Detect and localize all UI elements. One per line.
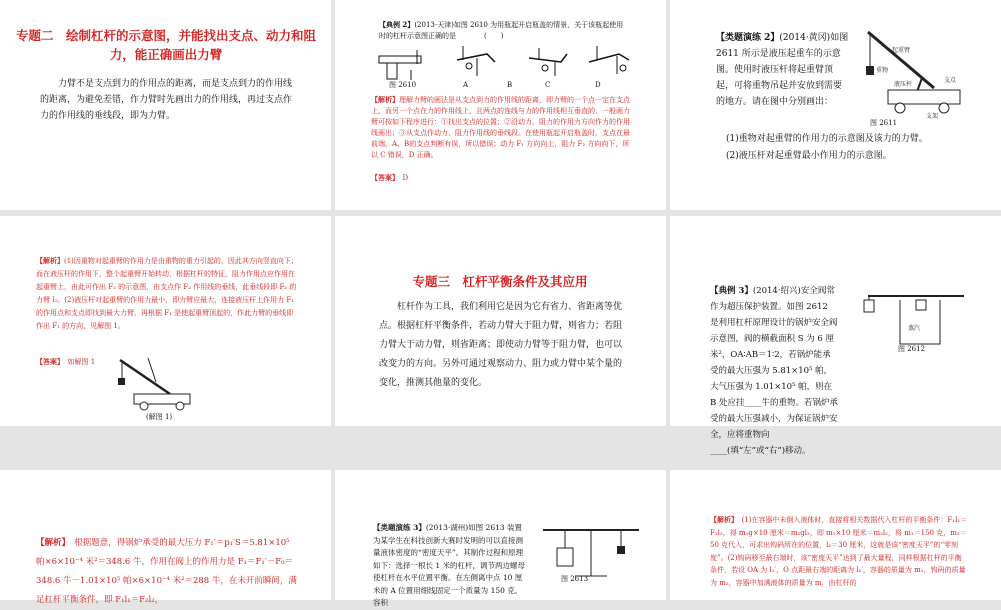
answer-crane-figure [108,354,198,412]
exercise-text: 【类题演练 2】(2014·黄冈)如图 2611 所示是液压起重车的示意图。使用时液压杆将起重臂顶起，可将重物吊起并安放到需要的地方。请在图中分别画出： [716,33,849,107]
figure-label: 图 2610 [389,81,417,89]
crane-figure [852,22,972,122]
figure-label: 图 2612 [898,345,926,353]
pivot-label: 支点 [944,77,957,84]
slide-2[interactable] [335,0,666,210]
answer: 【答案】 如解图 1 [36,357,96,366]
arm-label: 起重臂 [892,47,911,54]
option-c: C [545,81,551,89]
slide-title: 专题三 杠杆平衡条件及其应用 [412,274,588,289]
analysis: 【解析】理解力臂的画法是从支点到力的作用线的距离，即力臂的一个点一定在支点上，而另一个点在力的作用线上，且两点的连线与力的作用线相互垂直的，一般画力臂可按如下程序进行：①找出支点的位置；②沿动力、阻力的作用力方向作力的作用线画出；③从支点作动力、阻力作用线的垂线段。在使用瓶起开启瓶盖时，支点在最前端，A、B的支点判断有误，所以错误；动力 F₁ 方向向上，阻力 F₂ 方向向下，所以 C 错误，D 正确。 [371,95,630,159]
slide-1[interactable] [0,0,331,210]
option-a: A [463,81,469,89]
slide-body: 杠杆作为工具，我们利用它是因为它有省力、省距离等优点。根据杠杆平衡条件，若动力臂大于阻力臂，则省力；若阻力臂大于动力臂，则省距离；即使动力臂等于阻力臂，也可以改变力的方向。另外可通过观察动力、阻力或力臂中某个量的变化，推测其他量的变化。 [379,302,623,388]
example-question: 【典例 2】(2013·天津)如图 2610 为用瓶起开启瓶盖的情景，关于该瓶起使用时的杠杆示意图正确的是 ( ) [379,20,624,40]
analysis: 【解析】 根据题意，得锅炉承受的最大压力 F₁′＝p₁′S＝5.81×10⁵ 帕×6×10⁻⁴ 米²＝348.6 牛，作用在阀上的作用力是 F₁＝F₁′－F₀＝348.6 牛－1.01×10⁵ 帕×6×10⁻⁴ 米²＝288 牛，在未开前瞬间，满足杠杆平衡条件，即 F₁l₁＝F₂l₂， [36,538,297,605]
rod-label: 液压杆 [894,81,913,88]
figure-label: 图 2611 [870,119,898,127]
option-b: B [507,81,513,89]
slide-7[interactable] [0,470,331,605]
slide-4[interactable] [0,216,331,426]
weight-label: 重物 [876,67,889,74]
slide-3[interactable] [670,0,1001,210]
question-1: (1)重物对起重臂的作用力的示意图及该力的力臂。 [726,134,928,144]
option-d: D [595,81,601,89]
slide-title: 专题二 绘制杠杆的示意图，并能找出支点、动力和阻力，能正确画出力臂 [15,28,316,62]
slide-9[interactable] [670,470,1001,600]
analysis: 【解析】(1)因重物对起重臂的作用力是由重物的重力引起的，因此其方向竖直向下；而在液压杆的作用下，整个起重臂开始转动，根据杠杆的特征，阻力作用点应作用在起重臂上，由此可作出 F₂ 的示意图，由支点作 F₂ 作用线的垂线，此垂线段即 F₂ 的力臂 l₂。(2)液压杆对起重臂的作用力最小，即力臂应最大，连接液压杆上作用力 F₁ 的作用点和支点即找到最大力臂，再根据 F₁ 是使起重臂顶起的，作此力臂的垂线即作出 F₁ 的方向，见解图 1。 [36,256,298,330]
density-balance-figure [535,520,647,580]
slide-5[interactable] [335,216,666,426]
figure-label: 图 2613 [561,575,589,583]
base-label: 支架 [926,113,939,120]
analysis: 【解析】 (1)在容器中未倒入液体时，直接将相关数据代入杠杆的平衡条件：F₁l₁＝F₂l₂，得 m₁g×10 厘米＝m₂gl₂，即 m₁×10 厘米＝m₂l₂，将 m₁＝150 克，m₂＝50 克代入，可求出钩码所在的位置，l₂＝30 厘米，这就是该“密度天平”的“零刻度”。(2)钩码移至最右端时，该“密度天平”达到了最大量程，同样根据杠杆的平衡条件，若设 OA 为 l₁′，O 点距最右端的距离为 l₂′，容器的质量为 m₁，钩码的质量为 m₂，容器中加满液体的质量为 m，由杠杆的 [710,515,968,587]
weight-icon [866,66,874,75]
answer: 【答案】 D [371,173,409,182]
slide-body: 力臂不是支点到力的作用点的距离，而是支点到力的作用线的距离，为避免差错，作力臂时先画出力的作用线，再过支点作力的作用线的垂线段，即为力臂。 [40,79,293,121]
slide-6[interactable] [670,216,1001,456]
question-2: (2)液压杆对起重臂最小作用力的示意图。 [726,151,892,161]
steam-label: 蒸汽 [908,325,921,332]
figure-label: (解图 1) [146,413,173,421]
example-text-narrow: 【典例 3】(2014·绍兴)安全阀常作为超压保护装置。如图 2612 是利用杠杆原理设计的锅炉安全阀示意图，阀的横截面积 S 为 6 厘米²，OA∶AB＝1∶2，若锅炉能承受的最大压强为 5.81×10⁵ 帕，大气压强为 1.01×10⁵ 帕，则在 B 处应挂____牛的重物。若锅炉承受的最大压强减小，为保证锅炉安全，应将重物向____(填“左”或“右”)移动。 [710,286,838,456]
exercise-text: 【类题演练 3】(2013·湖州)如图 2613 装置为某学生在科技创新大赛时发明的可以直接测量液体密度的“密度天平”。其制作过程和原理如下：选择一根长 1 米的杠杆，调节两边螺母使杠杆在水平位置平衡。在左侧离中点 10 厘米的 A 位置用细线固定一个质量为 150 克、容积 [373,523,526,607]
slide-8[interactable] [335,470,666,607]
